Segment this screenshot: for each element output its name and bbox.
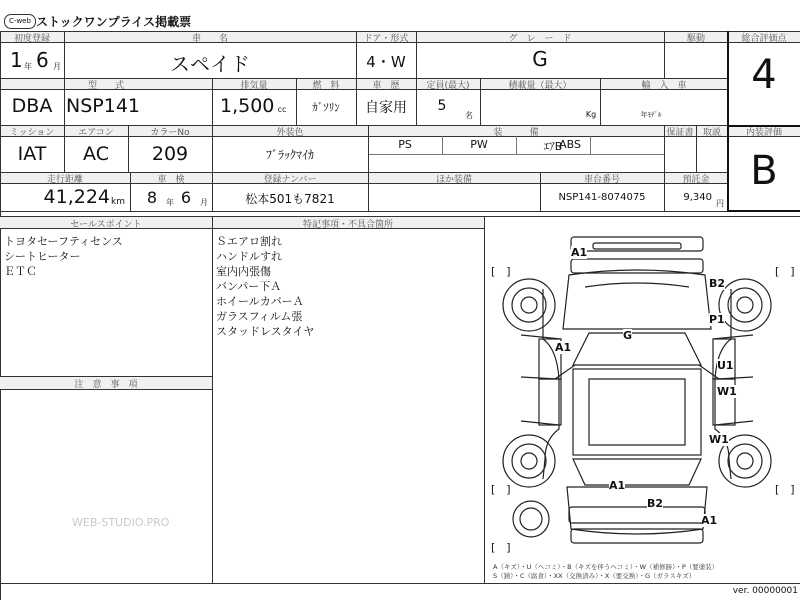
capacity-unit: 名 xyxy=(465,111,473,120)
grade-value: G xyxy=(532,47,548,71)
equipment-item: ABS xyxy=(559,138,581,151)
car-diagram-icon xyxy=(485,229,800,583)
page-title: ストックワンプライス掲載票 xyxy=(36,15,192,29)
mission-label: ミッション xyxy=(9,128,55,138)
sales-points-label: セールスポイント xyxy=(70,220,142,230)
list-item: ＥＴＣ xyxy=(4,265,37,278)
mileage-value: 41,224 xyxy=(43,186,110,208)
interior-score-value: B xyxy=(750,148,778,194)
deposit-value: 9,340 xyxy=(683,192,712,203)
equipment-label: 装 備 xyxy=(493,128,539,138)
first-reg-value: 1 年 6 月 xyxy=(10,48,61,72)
caution-label: 注 意 事 項 xyxy=(74,380,138,390)
bracket: [ ] xyxy=(775,483,795,496)
inspection-year-unit: 年 xyxy=(166,198,174,207)
mission-value: IAT xyxy=(17,143,47,165)
total-score-label: 総合評価点 xyxy=(741,34,787,44)
list-item: シートヒーター xyxy=(4,250,81,263)
legend-line: S（錆）・C（腐食）・XX（交換済み）・X（要交換）・G（ガラスキズ） xyxy=(493,572,696,580)
notes-list xyxy=(216,234,476,339)
bracket: [ ] xyxy=(491,483,511,496)
list-item: バンパー下Ａ xyxy=(216,280,282,293)
plate-value: 松本501も7821 xyxy=(245,192,335,206)
damage-mark: P1 xyxy=(709,313,725,326)
mileage-label: 走行距離 xyxy=(46,175,83,185)
drive-label: 駆動 xyxy=(686,34,705,44)
aircon-value: AC xyxy=(83,143,109,165)
equipment-item: PS xyxy=(398,138,412,151)
damage-mark: W1 xyxy=(709,433,729,446)
first-reg-label: 初度登録 xyxy=(13,34,50,44)
import-label: 輸 入 車 xyxy=(641,81,687,91)
damage-mark: B2 xyxy=(709,277,726,290)
displacement-label: 排気量 xyxy=(240,81,268,91)
inspection-month-value: 6 xyxy=(180,188,192,207)
fuel-value: ｶﾞｿﾘﾝ xyxy=(312,101,340,114)
inspection-month-unit: 月 xyxy=(200,198,208,207)
cc-unit: cc xyxy=(277,105,287,114)
damage-mark: U1 xyxy=(717,359,734,372)
capacity-label: 定員(最大) xyxy=(426,81,470,91)
bracket: [ ] xyxy=(491,541,511,554)
damage-mark: A1 xyxy=(609,479,626,492)
door-type-label: ドア・形式 xyxy=(363,34,409,44)
version-text: ver. 00000001 xyxy=(732,586,798,596)
damage-diagram xyxy=(485,229,800,583)
history-label: 車 歴 xyxy=(372,81,400,91)
load-label: 積載量（最大） xyxy=(508,81,572,91)
list-item: スタッドレスタイヤ xyxy=(216,325,315,338)
displacement-value: 1,500 xyxy=(220,95,275,117)
watermark: WEB-STUDIO.PRO xyxy=(72,516,170,529)
grade-label: グ レ ー ド xyxy=(508,34,572,44)
chassis-label: 車台番号 xyxy=(583,175,620,185)
damage-mark: A1 xyxy=(555,341,572,354)
damage-mark: B2 xyxy=(647,497,664,510)
ext-color-value: ﾌﾞﾗｯｸﾏｲｶ xyxy=(265,148,314,162)
inspection-year-value: 8 xyxy=(146,188,158,207)
damage-mark: A1 xyxy=(701,514,718,527)
damage-mark: G xyxy=(623,329,633,342)
model-prefix-value: DBA xyxy=(11,95,53,117)
plate-label: 登録ナンバー xyxy=(263,175,317,185)
sales-points-list xyxy=(4,234,204,279)
total-score-value: 4 xyxy=(751,52,777,98)
model-year-unit: 年ﾓﾃﾞﾙ xyxy=(640,111,662,119)
list-item: Ｓエアロ割れ xyxy=(216,235,282,248)
yen-unit: 円 xyxy=(716,199,724,208)
damage-mark: W1 xyxy=(717,385,737,398)
list-item: 室内内張傷 xyxy=(216,265,271,278)
chassis-value: NSP141-8074075 xyxy=(558,192,646,203)
damage-mark: A1 xyxy=(571,246,588,259)
warranty-label: 保証書 xyxy=(666,128,694,138)
logo-icon: C-web xyxy=(4,14,36,29)
equipment-item: ｴｱB xyxy=(543,140,563,153)
car-name-label: 車 名 xyxy=(191,34,228,44)
fuel-label: 燃 料 xyxy=(312,81,340,91)
equipment-item: PW xyxy=(470,138,488,151)
inspection-label: 車 検 xyxy=(157,175,185,185)
interior-score-label: 内装評価 xyxy=(745,128,782,138)
color-no-label: カラーNo xyxy=(150,128,190,138)
list-item: ホイールカバーＡ xyxy=(216,295,304,308)
list-item: トヨタセーフティセンス xyxy=(4,235,123,248)
model-label: 型 式 xyxy=(87,81,124,91)
load-unit: Kg xyxy=(585,110,597,119)
list-item: ガラスフィルム張 xyxy=(216,310,303,323)
bracket: [ ] xyxy=(775,265,795,278)
km-unit: km xyxy=(111,197,125,207)
notes-label: 特記事項・不具合箇所 xyxy=(302,220,393,230)
color-no-value: 209 xyxy=(151,143,189,165)
aircon-label: エアコン xyxy=(78,128,114,138)
bracket: [ ] xyxy=(491,265,511,278)
manual-label: 取説 xyxy=(702,128,721,138)
other-equipment-label: ほか装備 xyxy=(435,175,472,185)
list-item: ハンドルすれ xyxy=(216,250,282,263)
model-value: NSP141 xyxy=(66,95,140,117)
door-type-value: 4・W xyxy=(366,53,406,71)
capacity-value: 5 xyxy=(437,98,447,114)
deposit-label: 預託金 xyxy=(682,175,710,185)
ext-color-label: 外装色 xyxy=(276,128,304,138)
history-value: 自家用 xyxy=(365,100,407,116)
legend-line: A（キズ）・U（ヘコミ）・B（キズを伴うヘコミ）・W（補修跡）・P（要塗装） xyxy=(493,563,719,571)
car-name-value: スペイド xyxy=(170,52,250,76)
